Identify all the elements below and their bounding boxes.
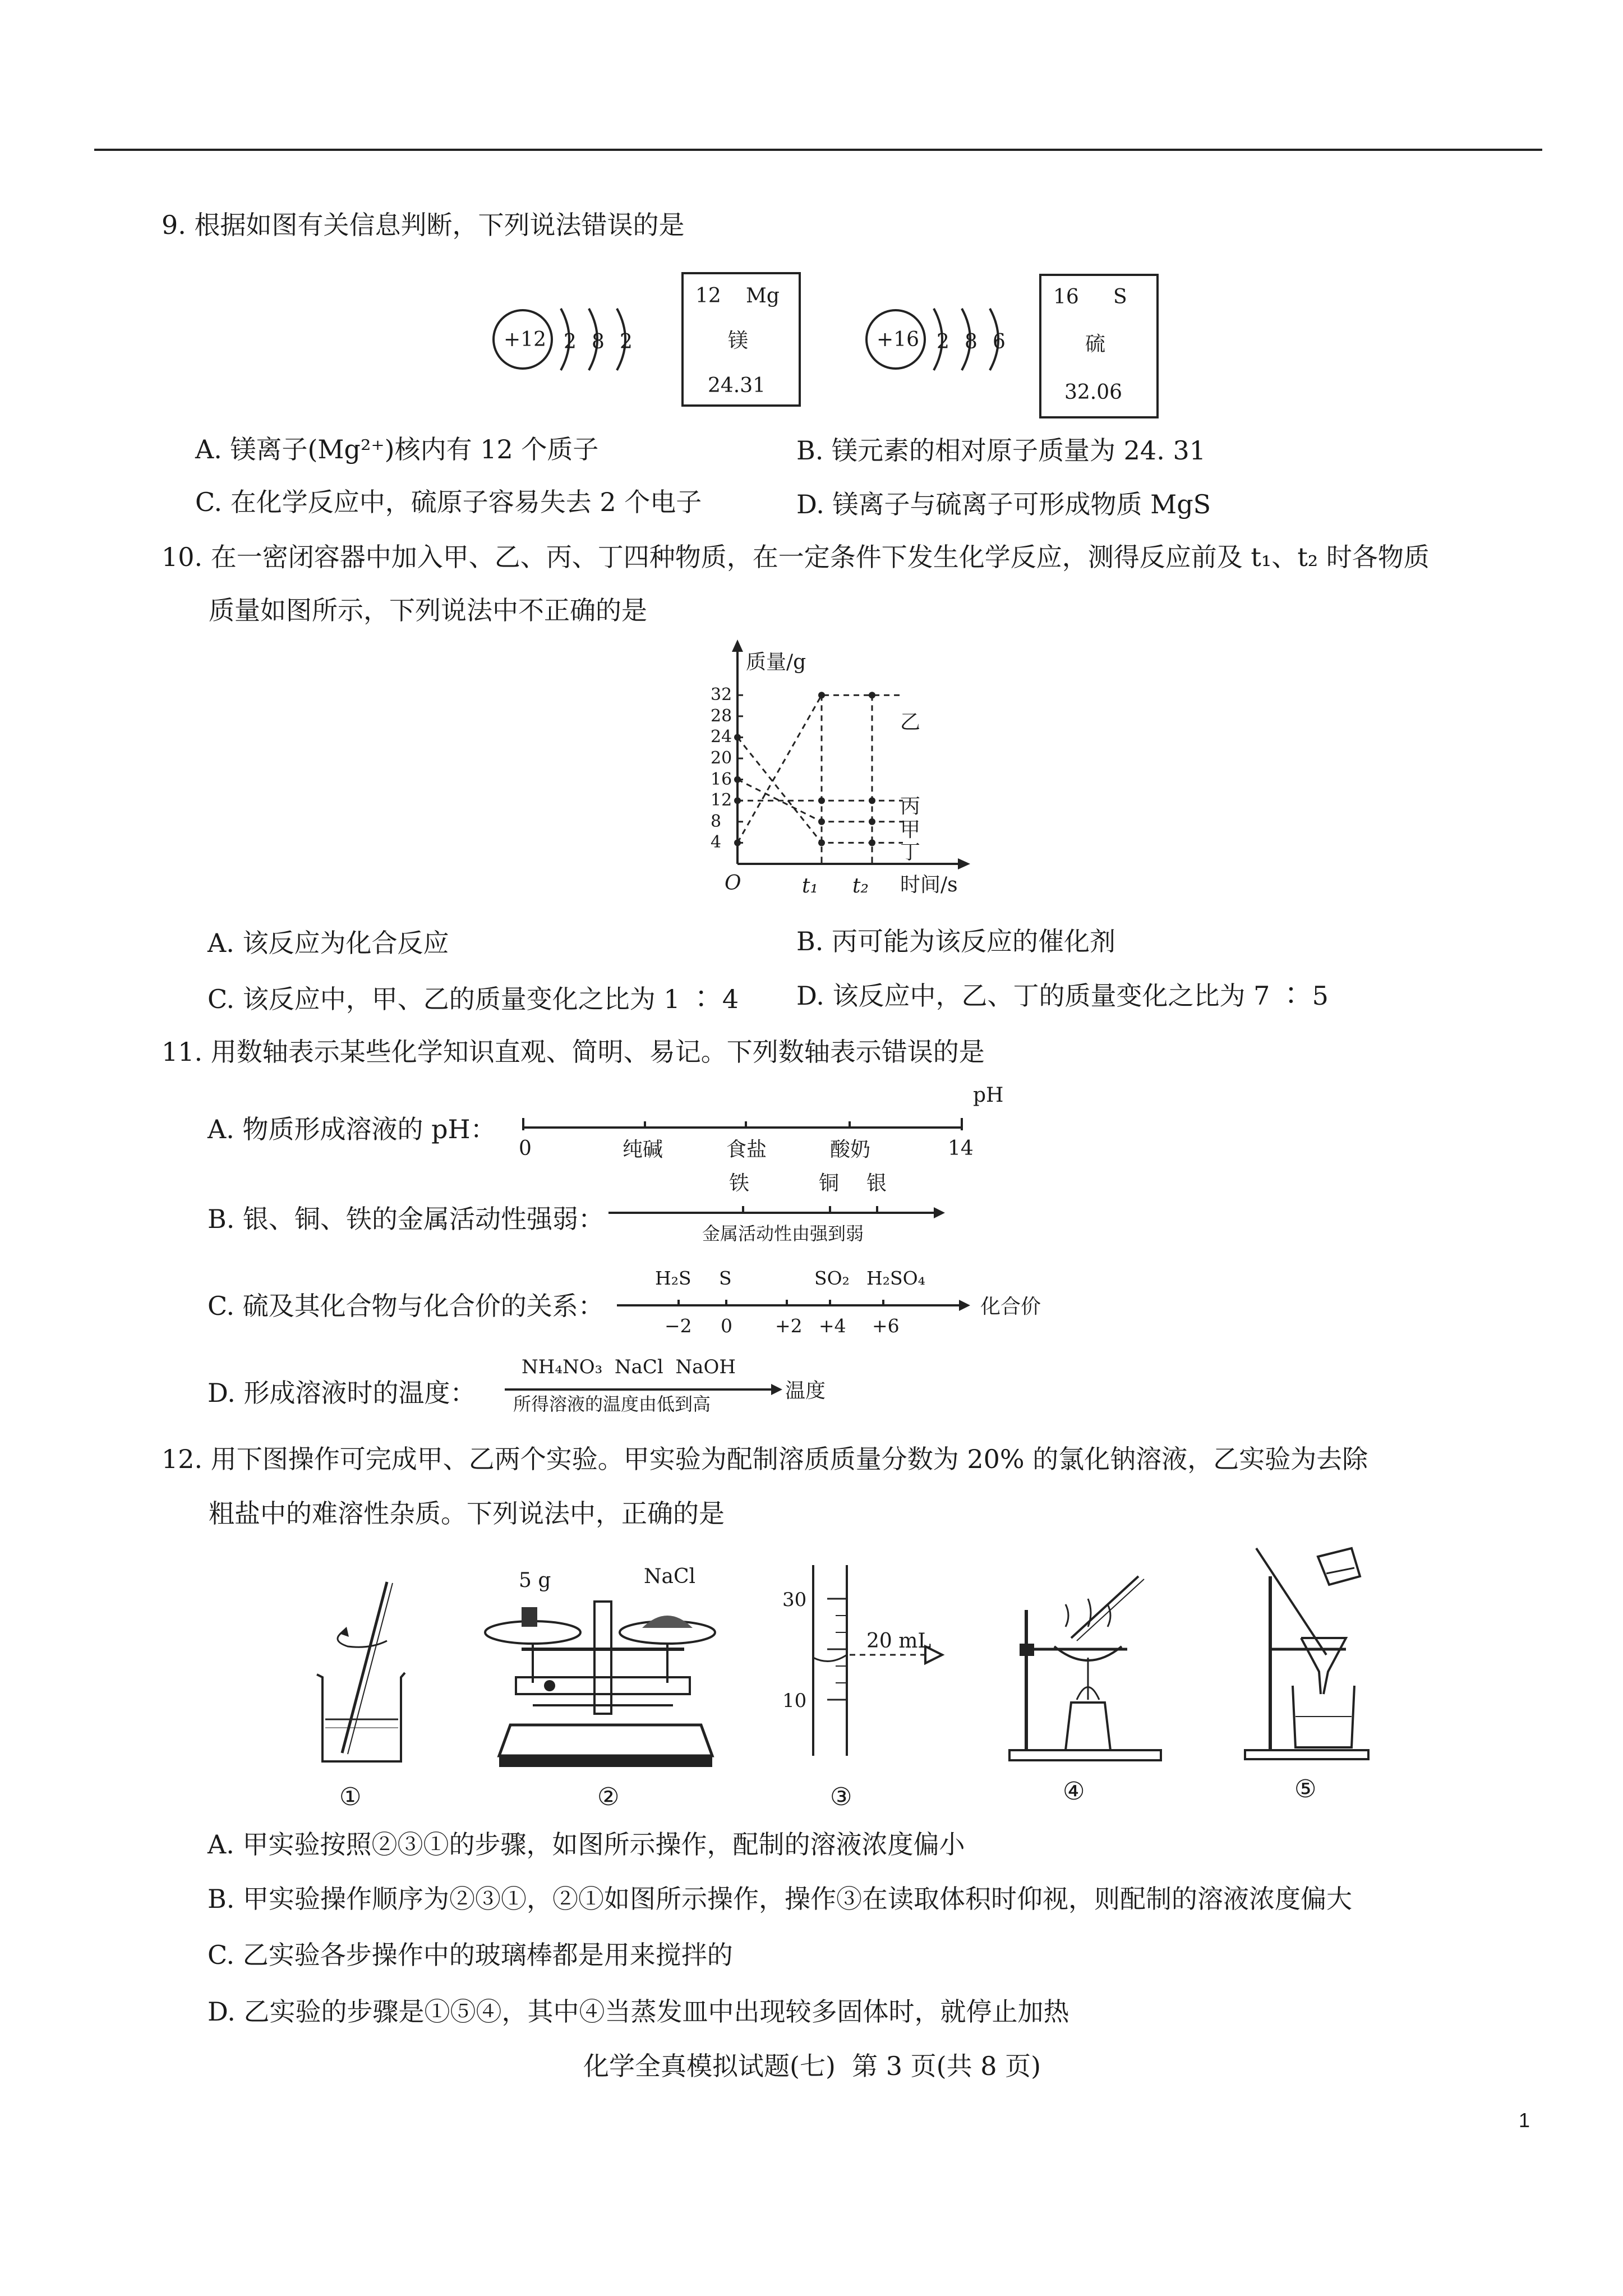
fig1-beaker-stirring bbox=[303, 1571, 426, 1773]
mg-number: 12 bbox=[695, 284, 721, 307]
q12-option-c: C. 乙实验各步操作中的玻璃棒都是用来搅拌的 bbox=[208, 1940, 733, 1970]
chart-point-s2-x0 bbox=[734, 776, 741, 783]
q9-option-c: C. 在化学反应中，硫原子容易失去 2 个电子 bbox=[195, 487, 702, 517]
q11-c-bottom-3: +2 bbox=[775, 1315, 803, 1337]
q12-option-b: B. 甲实验操作顺序为②③①，②①如图所示操作，操作③在读取体积时仰视，则配制的溶液浓度偏大 bbox=[208, 1884, 1353, 1914]
chart-ytick-label-4: 4 bbox=[711, 832, 722, 853]
chart-xtick-t2: t₂ bbox=[852, 875, 869, 898]
q10-stem-line1: 10. 在一密闭容器中加入甲、乙、丙、丁四种物质，在一定条件下发生化学反应，测得反应前及 t₁、t₂ 时各物质 bbox=[162, 542, 1430, 572]
chart-ytick-label-32: 32 bbox=[711, 685, 732, 705]
mg-mass: 24.31 bbox=[708, 374, 766, 397]
q11-c-top-1: H₂S bbox=[655, 1267, 691, 1289]
chart-ytick-label-24: 24 bbox=[711, 727, 732, 747]
q10-option-c: C. 该反应中，甲、乙的质量变化之比为 1 ∶ 4 bbox=[208, 984, 739, 1014]
fig-number-3: ③ bbox=[830, 1783, 852, 1811]
q11-b-tick-2: 铜 bbox=[819, 1172, 840, 1195]
q9-option-a: A. 镁离子(Mg²⁺)核内有 12 个质子 bbox=[195, 434, 599, 464]
q12-option-a: A. 甲实验按照②③①的步骤，如图所示操作，配制的溶液浓度偏小 bbox=[208, 1829, 965, 1860]
q11-b-label: B. 银、铜、铁的金属活动性强弱： bbox=[208, 1204, 605, 1234]
chart-point-s0-x1 bbox=[818, 692, 825, 698]
q11-d-axis-label: 温度 bbox=[785, 1379, 826, 1402]
s-nucleus: +16 bbox=[877, 328, 919, 351]
chart-ylabel: 质量/g bbox=[746, 651, 806, 674]
chart-ytick-label-28: 28 bbox=[711, 706, 732, 726]
fig-number-2: ② bbox=[597, 1783, 620, 1811]
fig3-graduated-cylinder bbox=[796, 1565, 953, 1767]
q11-c-axis-label: 化合价 bbox=[980, 1295, 1041, 1318]
mg-symbol: Mg bbox=[746, 284, 780, 307]
q11-a-tick-2: 食盐 bbox=[726, 1138, 767, 1161]
q11-c-top-4: H₂SO₄ bbox=[866, 1267, 925, 1289]
chart-point-s2-x1 bbox=[818, 818, 825, 825]
q11-stem: 11. 用数轴表示某些化学知识直观、简明、易记。下列数轴表示错误的是 bbox=[162, 1037, 985, 1067]
fig5-filtration bbox=[1234, 1537, 1380, 1767]
q11-b-tick-3: 银 bbox=[866, 1172, 887, 1195]
chart-xlabel: 时间/s bbox=[900, 873, 958, 896]
chart-ytick-label-16: 16 bbox=[711, 769, 732, 789]
mg-nucleus: +12 bbox=[504, 328, 546, 351]
series-label-bing: 丙 bbox=[900, 795, 921, 818]
q11-c-label: C. 硫及其化合物与化合价的关系： bbox=[208, 1291, 604, 1321]
page-footer: 化学全真模拟试题(七) 第 3 页(共 8 页) bbox=[583, 2051, 1041, 2081]
chart-ytick-label-8: 8 bbox=[711, 811, 722, 831]
fig-number-4: ④ bbox=[1063, 1777, 1085, 1806]
q11-a-end: 14 bbox=[948, 1137, 974, 1160]
mg-name: 镁 bbox=[728, 329, 749, 352]
q12-stem-line2: 粗盐中的难溶性杂质。下列说法中，正确的是 bbox=[209, 1498, 725, 1529]
chart-point-s2-x2 bbox=[869, 818, 875, 825]
q12-stem-line1: 12. 用下图操作可完成甲、乙两个实验。甲实验为配制溶质质量分数为 20% 的氯化钠溶液，乙实验为去除 bbox=[162, 1444, 1368, 1474]
q11-c-bottom-5: +6 bbox=[872, 1315, 900, 1337]
chart-point-s0-x0 bbox=[734, 839, 741, 846]
chart-point-s3-x2 bbox=[869, 839, 875, 846]
mass-time-chart bbox=[690, 639, 981, 909]
fig2-balance bbox=[482, 1593, 729, 1778]
s-name: 硫 bbox=[1085, 333, 1106, 356]
q11-d-top: NH₄NO₃ NaCl NaOH bbox=[522, 1356, 736, 1378]
chart-ytick-label-20: 20 bbox=[711, 748, 732, 768]
chart-point-s3-x1 bbox=[818, 839, 825, 846]
q11-a-tick-1: 纯碱 bbox=[623, 1138, 663, 1161]
chart-point-s1-x2 bbox=[869, 797, 875, 804]
chart-series-line-3 bbox=[737, 737, 903, 843]
series-label-ding: 丁 bbox=[900, 841, 921, 864]
chart-ytick-label-12: 12 bbox=[711, 790, 732, 811]
q11-b-axis bbox=[606, 1200, 953, 1223]
q11-d-label: D. 形成溶液时的温度： bbox=[208, 1378, 476, 1408]
fig4-evaporation bbox=[1004, 1559, 1172, 1767]
chart-point-s3-x0 bbox=[734, 734, 741, 740]
q9-option-d: D. 镁离子与硫离子可形成物质 MgS bbox=[796, 489, 1211, 519]
chart-xtick-t1: t₁ bbox=[802, 875, 818, 898]
q11-a-unit: pH bbox=[973, 1084, 1004, 1107]
mg-shell-2: 8 bbox=[592, 330, 605, 353]
s-symbol: S bbox=[1113, 286, 1127, 309]
fig3-reading: 20 mL bbox=[866, 1630, 932, 1653]
q11-a-axis bbox=[519, 1114, 979, 1136]
s-shell-1: 2 bbox=[937, 330, 949, 353]
q11-a-tick-3: 酸奶 bbox=[830, 1138, 871, 1161]
chart-point-s1-x1 bbox=[818, 797, 825, 804]
chart-y-arrow bbox=[732, 639, 743, 652]
q11-c-axis bbox=[614, 1293, 979, 1315]
q11-c-top-3: SO₂ bbox=[814, 1267, 850, 1289]
q11-a-label: A. 物质形成溶液的 pH： bbox=[208, 1114, 496, 1144]
q11-c-bottom-1: −2 bbox=[665, 1315, 692, 1337]
fig2-nacl-label: NaCl bbox=[644, 1565, 696, 1588]
s-number: 16 bbox=[1053, 286, 1079, 309]
q10-option-d: D. 该反应中，乙、丁的质量变化之比为 7 ∶ 5 bbox=[796, 981, 1329, 1011]
s-shell-2: 8 bbox=[965, 330, 978, 353]
fig2-weight-label: 5 g bbox=[519, 1569, 551, 1592]
chart-point-s1-x0 bbox=[734, 797, 741, 804]
q12-option-d: D. 乙实验的步骤是①⑤④，其中④当蒸发皿中出现较多固体时，就停止加热 bbox=[208, 1996, 1069, 2027]
top-rule bbox=[94, 149, 1542, 151]
q9-stem: 9. 根据如图有关信息判断，下列说法错误的是 bbox=[162, 210, 685, 240]
q11-a-start: 0 bbox=[519, 1137, 532, 1160]
fig-number-1: ① bbox=[339, 1783, 362, 1811]
chart-x-arrow bbox=[958, 858, 970, 869]
fig3-mark-10: 10 bbox=[782, 1690, 807, 1712]
s-shell-3: 6 bbox=[993, 330, 1006, 353]
q11-c-bottom-2: 0 bbox=[721, 1315, 732, 1337]
s-mass: 32.06 bbox=[1064, 381, 1123, 404]
fig-number-5: ⑤ bbox=[1294, 1775, 1317, 1803]
mg-shell-3: 2 bbox=[620, 330, 633, 353]
q9-option-b: B. 镁元素的相对原子质量为 24. 31 bbox=[796, 435, 1206, 466]
series-label-jia: 甲 bbox=[900, 818, 921, 841]
q10-stem-line2: 质量如图所示，下列说法中不正确的是 bbox=[209, 595, 647, 625]
q10-option-a: A. 该反应为化合反应 bbox=[208, 928, 449, 958]
q11-d-caption: 所得溶液的温度由低到高 bbox=[513, 1393, 711, 1415]
q11-c-top-2: S bbox=[719, 1267, 732, 1289]
page-number: 1 bbox=[1519, 2109, 1530, 2132]
q11-b-caption: 金属活动性由强到弱 bbox=[702, 1223, 864, 1244]
q11-b-tick-1: 铁 bbox=[729, 1172, 750, 1195]
series-label-yi: 乙 bbox=[900, 711, 921, 734]
mg-shell-1: 2 bbox=[564, 330, 577, 353]
chart-point-s0-x2 bbox=[869, 692, 875, 698]
chart-origin: O bbox=[725, 872, 741, 895]
fig3-mark-30: 30 bbox=[782, 1589, 807, 1611]
q10-option-b: B. 丙可能为该反应的催化剂 bbox=[796, 926, 1116, 956]
q11-c-bottom-4: +4 bbox=[819, 1315, 846, 1337]
